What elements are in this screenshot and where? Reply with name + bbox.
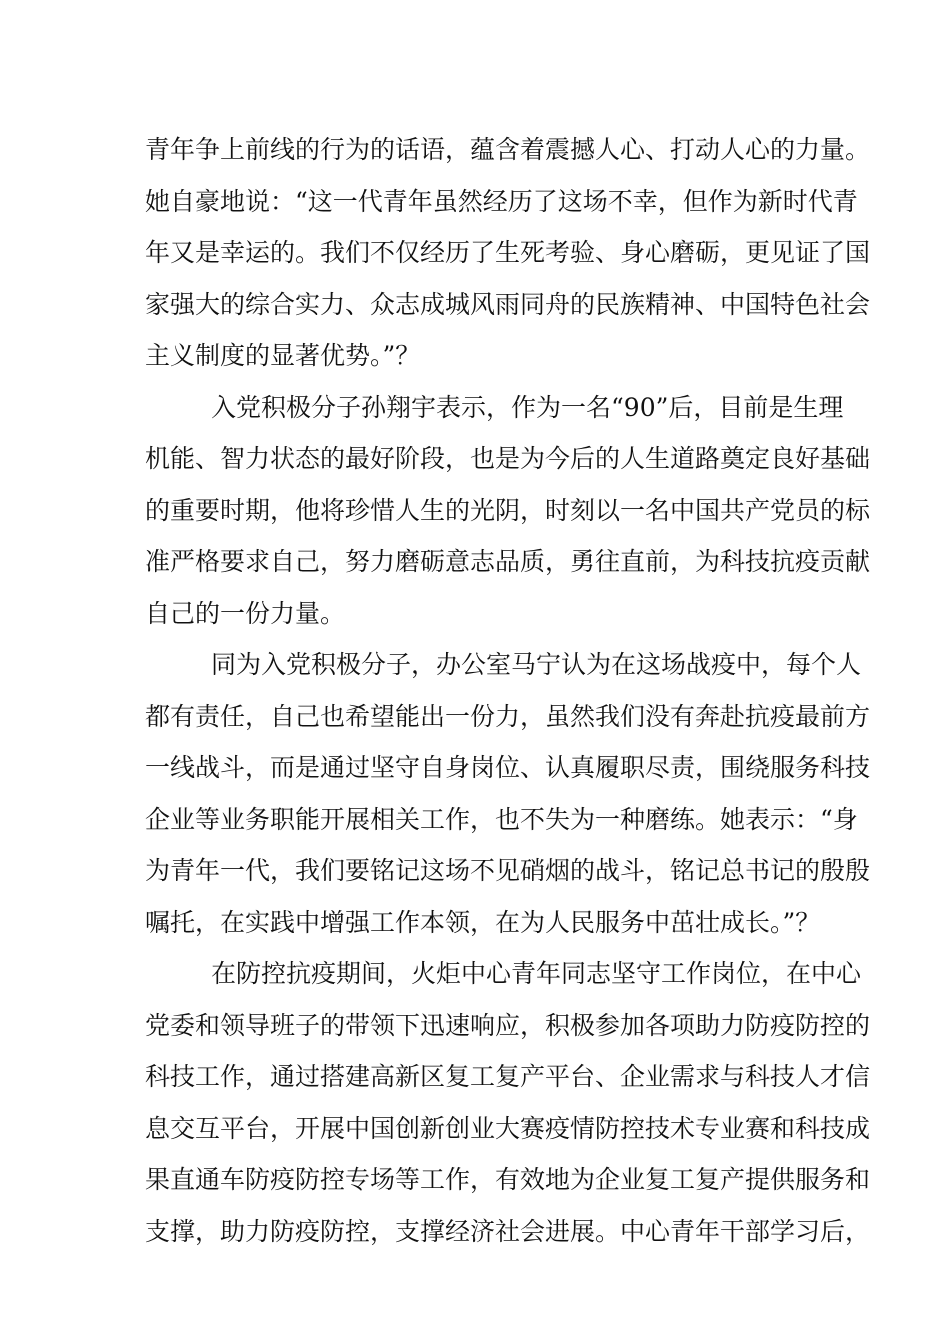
text-line: 嘱托，在实践中增强工作本领，在为人民服务中茁壮成长。”？ [145,907,821,937]
text-line: 科技工作，通过搭建高新区复工复产平台、企业需求与科技人才信 [145,1062,871,1091]
text-line: 企业等业务职能开展相关工作，也不失为一种磨练。她表示：“身 [145,804,858,834]
text-line: 果直通车防疫防控专场等工作，有效地为企业复工复产提供服务和 [145,1165,871,1194]
text-line: 机能、智力状态的最好阶段，也是为今后的人生道路奠定良好基础 [145,444,871,473]
text-line: 一线战斗，而是通过坚守自身岗位、认真履职尽责，围绕服务科技 [145,753,871,782]
text-line: 党委和领导班子的带领下迅速响应，积极参加各项助力防疫防控的 [145,1010,871,1040]
text-line: 为青年一代，我们要铭记这场不见硝烟的战斗，铭记总书记的殷殷 [145,856,871,885]
text-line: 她自豪地说：“这一代青年虽然经历了这场不幸，但作为新时代青 [145,186,858,216]
text-line: 年又是幸运的。我们不仅经历了生死考验、身心磨砺，更见证了国 [145,238,871,267]
text-line: 家强大的综合实力、众志成城风雨同舟的民族精神、中国特色社会 [145,289,871,319]
text-line: 准严格要求自己，努力磨砺意志品质，勇往直前，为科技抗疫贡献 [145,547,871,576]
text-line: 自己的一份力量。 [145,598,346,628]
body-text [145,124,871,1257]
paragraph-start-line: 在防控抗疫期间，火炬中心青年同志坚守工作岗位，在中心 [211,959,862,988]
text-line: 都有责任，自己也希望能出一份力，虽然我们没有奔赴抗疫最前方 [145,701,871,731]
text-line: 主义制度的显著优势。”？ [145,341,421,370]
text-line: 息交互平台，开展中国创新创业大赛疫情防控技术专业赛和科技成 [145,1113,871,1143]
paragraph-start-line: 同为入党积极分子，办公室马宁认为在这场战疫中，每个人 [211,650,862,679]
text-line: 支撑，助力防疫防控，支撑经济社会进展。中心青年干部学习后， [145,1216,871,1246]
text-line: 青年争上前线的行为的话语，蕴含着震撼人心、打动人心的力量。 [145,135,871,164]
text-line: 的重要时期，他将珍惜人生的光阴，时刻以一名中国共产党员的标 [145,495,871,525]
paragraph-start-line: 入党积极分子孙翔宇表示，作为一名“90”后，目前是生理 [211,392,844,422]
